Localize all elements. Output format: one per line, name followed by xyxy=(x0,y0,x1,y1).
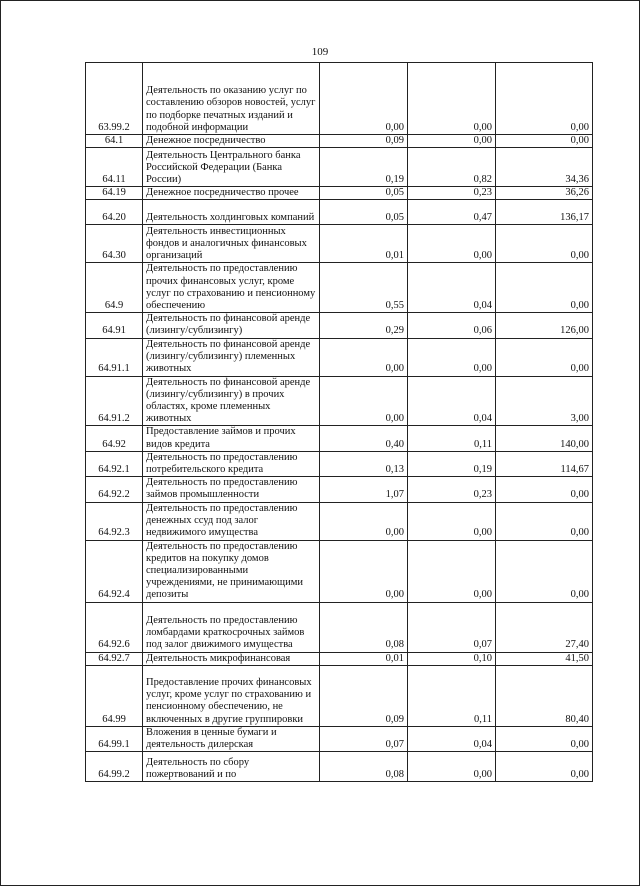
value-2-cell xyxy=(408,376,496,426)
value-3-text: 114,67 xyxy=(560,464,589,476)
code-text: 64.9 xyxy=(104,300,124,312)
name-cell xyxy=(143,602,320,652)
code-cell xyxy=(86,313,143,338)
name-cell xyxy=(143,451,320,476)
value-2-cell xyxy=(408,187,496,200)
value-3-cell xyxy=(496,451,593,476)
name-cell xyxy=(143,135,320,148)
value-1-cell xyxy=(320,451,408,476)
value-2-text: 0,00 xyxy=(473,363,492,375)
value-3-cell xyxy=(496,313,593,338)
value-3-text: 0,00 xyxy=(570,363,589,375)
value-3-cell xyxy=(496,135,593,148)
name-cell xyxy=(143,726,320,751)
value-1-text: 0,55 xyxy=(385,300,404,312)
name-cell xyxy=(143,148,320,187)
value-1-cell xyxy=(320,63,408,135)
code-text: 64.91 xyxy=(102,325,126,337)
name-cell xyxy=(143,338,320,376)
value-3-cell xyxy=(496,187,593,200)
value-3-cell xyxy=(496,376,593,426)
value-3-text: 80,40 xyxy=(565,713,589,725)
code-cell xyxy=(86,602,143,652)
value-3-cell xyxy=(496,263,593,313)
value-3-text: 0,00 xyxy=(570,250,589,262)
value-3-text: 34,36 xyxy=(565,174,589,185)
code-text: 64.92.4 xyxy=(98,589,130,601)
value-2-cell xyxy=(408,602,496,652)
value-1-text: 0,13 xyxy=(385,464,404,476)
name-cell xyxy=(143,540,320,602)
value-1-text: 1,07 xyxy=(385,489,404,501)
value-1-cell xyxy=(320,200,408,225)
name-text: Денежное посредничество xyxy=(146,135,266,146)
name-cell xyxy=(143,665,320,726)
code-cell xyxy=(86,135,143,148)
code-text: 64.92 xyxy=(102,438,126,450)
value-3-cell xyxy=(496,665,593,726)
code-text: 63.99.2 xyxy=(98,121,130,133)
code-text: 64.92.1 xyxy=(98,464,130,476)
value-3-text: 27,40 xyxy=(565,639,589,651)
value-1-cell xyxy=(320,263,408,313)
value-3-cell xyxy=(496,225,593,263)
code-cell xyxy=(86,502,143,540)
code-text: 64.92.6 xyxy=(98,639,130,651)
value-2-cell xyxy=(408,225,496,263)
value-1-cell xyxy=(320,502,408,540)
table-row xyxy=(86,451,593,476)
code-cell xyxy=(86,148,143,187)
value-1-cell xyxy=(320,148,408,187)
name-cell xyxy=(143,477,320,502)
value-1-text: 0,09 xyxy=(385,713,404,725)
value-3-cell xyxy=(496,200,593,225)
code-text: 64.30 xyxy=(102,250,126,262)
value-1-text: 0,05 xyxy=(385,187,404,199)
code-cell xyxy=(86,376,143,426)
name-cell xyxy=(143,426,320,451)
table-row xyxy=(86,477,593,502)
value-1-cell xyxy=(320,477,408,502)
table-body xyxy=(86,63,593,782)
name-text: Деятельность по финансовой аренде (лизингу/сублизингу) в прочих областях, кроме племенных животных xyxy=(146,376,311,425)
value-3-text: 126,00 xyxy=(560,325,589,337)
value-2-cell xyxy=(408,502,496,540)
value-2-cell xyxy=(408,665,496,726)
value-1-text: 0,01 xyxy=(385,652,404,664)
code-text: 64.99.2 xyxy=(98,769,130,781)
code-text: 64.20 xyxy=(102,212,126,224)
value-1-cell xyxy=(320,135,408,148)
value-2-cell xyxy=(408,652,496,665)
value-3-text: 3,00 xyxy=(570,413,589,425)
name-text: Деятельность по предоставлению потребительского кредита xyxy=(146,451,298,476)
value-3-text: 0,00 xyxy=(570,489,589,501)
name-cell xyxy=(143,63,320,135)
code-cell xyxy=(86,63,143,135)
name-cell xyxy=(143,187,320,200)
name-text: Предоставление займов и прочих видов кредита xyxy=(146,426,296,450)
table-row xyxy=(86,652,593,665)
value-3-text: 36,26 xyxy=(565,187,589,199)
code-text: 64.1 xyxy=(104,135,124,146)
code-text: 64.11 xyxy=(102,174,126,185)
value-1-cell xyxy=(320,338,408,376)
value-1-cell xyxy=(320,376,408,426)
value-3-cell xyxy=(496,502,593,540)
code-text: 64.92.3 xyxy=(98,527,130,539)
name-cell xyxy=(143,376,320,426)
value-2-cell xyxy=(408,426,496,451)
name-text: Деятельность по предоставлению кредитов на покупку домов специализированными учреждениями, не принимающими депозиты xyxy=(146,540,303,601)
name-cell xyxy=(143,652,320,665)
code-cell xyxy=(86,263,143,313)
value-2-text: 0,19 xyxy=(473,464,492,476)
value-2-text: 0,06 xyxy=(473,325,492,337)
code-cell xyxy=(86,540,143,602)
value-2-cell xyxy=(408,451,496,476)
code-cell xyxy=(86,200,143,225)
code-cell xyxy=(86,726,143,751)
name-text: Денежное посредничество прочее xyxy=(146,187,299,199)
value-1-text: 0,00 xyxy=(385,413,404,425)
table-row xyxy=(86,426,593,451)
table-row xyxy=(86,225,593,263)
name-text: Деятельность по предоставлению займов промышленности xyxy=(146,477,298,501)
table-row xyxy=(86,540,593,602)
value-1-cell xyxy=(320,225,408,263)
table-row xyxy=(86,200,593,225)
name-text: Предоставление прочих финансовых услуг, кроме услуг по страхованию и пенсионному обеспечению, не включенных в другие группировки xyxy=(146,677,312,725)
value-2-text: 0,00 xyxy=(473,250,492,262)
value-2-cell xyxy=(408,726,496,751)
name-text: Деятельность по финансовой аренде (лизингу/сублизингу) xyxy=(146,313,311,337)
table-row xyxy=(86,135,593,148)
value-2-cell xyxy=(408,135,496,148)
code-cell xyxy=(86,426,143,451)
table-row xyxy=(86,376,593,426)
value-2-cell xyxy=(408,263,496,313)
table-row xyxy=(86,752,593,782)
value-2-cell xyxy=(408,313,496,338)
value-1-text: 0,08 xyxy=(385,639,404,651)
value-3-text: 0,00 xyxy=(570,739,589,751)
name-cell xyxy=(143,313,320,338)
value-2-text: 0,04 xyxy=(473,300,492,312)
name-text: Деятельность по предоставлению ломбардами краткосрочных займов под залог движимого имущества xyxy=(146,615,305,651)
code-cell xyxy=(86,652,143,665)
code-text: 64.91.1 xyxy=(98,363,130,375)
name-text: Деятельность микрофинансовая xyxy=(146,652,291,664)
table-row xyxy=(86,502,593,540)
value-1-text: 0,29 xyxy=(385,325,404,337)
name-cell xyxy=(143,502,320,540)
value-3-text: 41,50 xyxy=(565,652,589,664)
value-3-text: 136,17 xyxy=(560,212,589,224)
value-1-text: 0,00 xyxy=(385,589,404,601)
value-2-text: 0,47 xyxy=(473,212,492,224)
name-text: Деятельность по предоставлению прочих финансовых услуг, кроме услуг по страхованию и пенсионному обеспечению xyxy=(146,263,316,312)
name-text: Вложения в ценные бумаги и деятельность дилерская xyxy=(146,726,277,751)
code-text: 64.91.2 xyxy=(98,413,130,425)
value-1-cell xyxy=(320,540,408,602)
table-row xyxy=(86,338,593,376)
value-1-cell xyxy=(320,665,408,726)
name-text: Деятельность по финансовой аренде (лизингу/сублизингу) племенных животных xyxy=(146,339,311,375)
table-row xyxy=(86,187,593,200)
value-3-cell xyxy=(496,726,593,751)
value-2-text: 0,00 xyxy=(473,769,492,781)
name-cell xyxy=(143,752,320,782)
value-3-text: 0,00 xyxy=(570,135,589,146)
value-3-text: 0,00 xyxy=(570,527,589,539)
value-1-cell xyxy=(320,426,408,451)
name-text: Деятельность по сбору пожертвований и по xyxy=(146,756,250,781)
value-2-cell xyxy=(408,338,496,376)
code-text: 64.19 xyxy=(102,187,126,199)
value-1-text: 0,08 xyxy=(385,769,404,781)
table-row xyxy=(86,665,593,726)
value-1-text: 0,00 xyxy=(385,121,404,133)
code-cell xyxy=(86,187,143,200)
value-3-cell xyxy=(496,540,593,602)
value-1-cell xyxy=(320,602,408,652)
value-2-cell xyxy=(408,63,496,135)
value-2-text: 0,07 xyxy=(473,639,492,651)
value-2-cell xyxy=(408,752,496,782)
code-cell xyxy=(86,477,143,502)
table-row xyxy=(86,63,593,135)
code-text: 64.99 xyxy=(102,713,126,725)
value-2-text: 0,04 xyxy=(473,413,492,425)
code-cell xyxy=(86,451,143,476)
name-text: Деятельность по предоставлению денежных ссуд под залог недвижимого имущества xyxy=(146,503,298,539)
table-row xyxy=(86,602,593,652)
code-cell xyxy=(86,338,143,376)
name-cell xyxy=(143,263,320,313)
value-1-text: 0,07 xyxy=(385,739,404,751)
value-1-cell xyxy=(320,313,408,338)
value-2-text: 0,00 xyxy=(473,121,492,133)
value-2-text: 0,00 xyxy=(473,589,492,601)
code-text: 64.99.1 xyxy=(98,739,130,751)
page-number: 109 xyxy=(311,46,329,58)
value-3-cell xyxy=(496,602,593,652)
value-2-text: 0,11 xyxy=(474,713,492,725)
value-2-text: 0,04 xyxy=(473,739,492,751)
value-3-text: 0,00 xyxy=(570,769,589,781)
name-text: Деятельность холдинговых компаний xyxy=(146,212,315,224)
activity-table xyxy=(85,62,593,782)
value-3-cell xyxy=(496,148,593,187)
name-text: Деятельность инвестиционных фондов и аналогичных финансовых организаций xyxy=(146,225,307,262)
name-text: Деятельность Центрального банка Российской Федерации (Банка России) xyxy=(146,149,301,185)
value-2-text: 0,23 xyxy=(473,187,492,199)
table-row xyxy=(86,313,593,338)
table-row xyxy=(86,148,593,187)
name-text: Деятельность по оказанию услуг по составлению обзоров новостей, услуг по подборке печатных изданий и подобной информации xyxy=(146,85,316,133)
name-cell xyxy=(143,200,320,225)
code-cell xyxy=(86,225,143,263)
value-3-cell xyxy=(496,63,593,135)
value-2-text: 0,23 xyxy=(473,489,492,501)
value-3-text: 140,00 xyxy=(560,438,589,450)
value-3-text: 0,00 xyxy=(570,589,589,601)
value-3-cell xyxy=(496,652,593,665)
value-3-cell xyxy=(496,477,593,502)
value-1-text: 0,01 xyxy=(385,250,404,262)
code-cell xyxy=(86,752,143,782)
value-1-text: 0,00 xyxy=(385,363,404,375)
code-text: 64.92.2 xyxy=(98,489,130,501)
table-row xyxy=(86,263,593,313)
value-1-cell xyxy=(320,652,408,665)
name-cell xyxy=(143,225,320,263)
value-2-text: 0,11 xyxy=(474,438,492,450)
value-3-cell xyxy=(496,752,593,782)
value-3-cell xyxy=(496,338,593,376)
value-1-cell xyxy=(320,187,408,200)
code-text: 64.92.7 xyxy=(98,652,130,664)
value-3-text: 0,00 xyxy=(570,300,589,312)
value-2-text: 0,00 xyxy=(473,135,492,146)
value-1-text: 0,19 xyxy=(385,174,404,185)
value-2-cell xyxy=(408,148,496,187)
value-3-text: 0,00 xyxy=(570,121,589,133)
value-2-cell xyxy=(408,540,496,602)
value-2-text: 0,10 xyxy=(473,652,492,664)
code-cell xyxy=(86,665,143,726)
value-2-text: 0,00 xyxy=(473,527,492,539)
table-row xyxy=(86,726,593,751)
value-2-cell xyxy=(408,200,496,225)
value-1-text: 0,00 xyxy=(385,527,404,539)
value-1-text: 0,40 xyxy=(385,438,404,450)
value-1-text: 0,05 xyxy=(385,212,404,224)
value-3-cell xyxy=(496,426,593,451)
value-2-text: 0,82 xyxy=(473,174,492,185)
value-2-cell xyxy=(408,477,496,502)
value-1-cell xyxy=(320,726,408,751)
value-1-text: 0,09 xyxy=(385,135,404,146)
value-1-cell xyxy=(320,752,408,782)
